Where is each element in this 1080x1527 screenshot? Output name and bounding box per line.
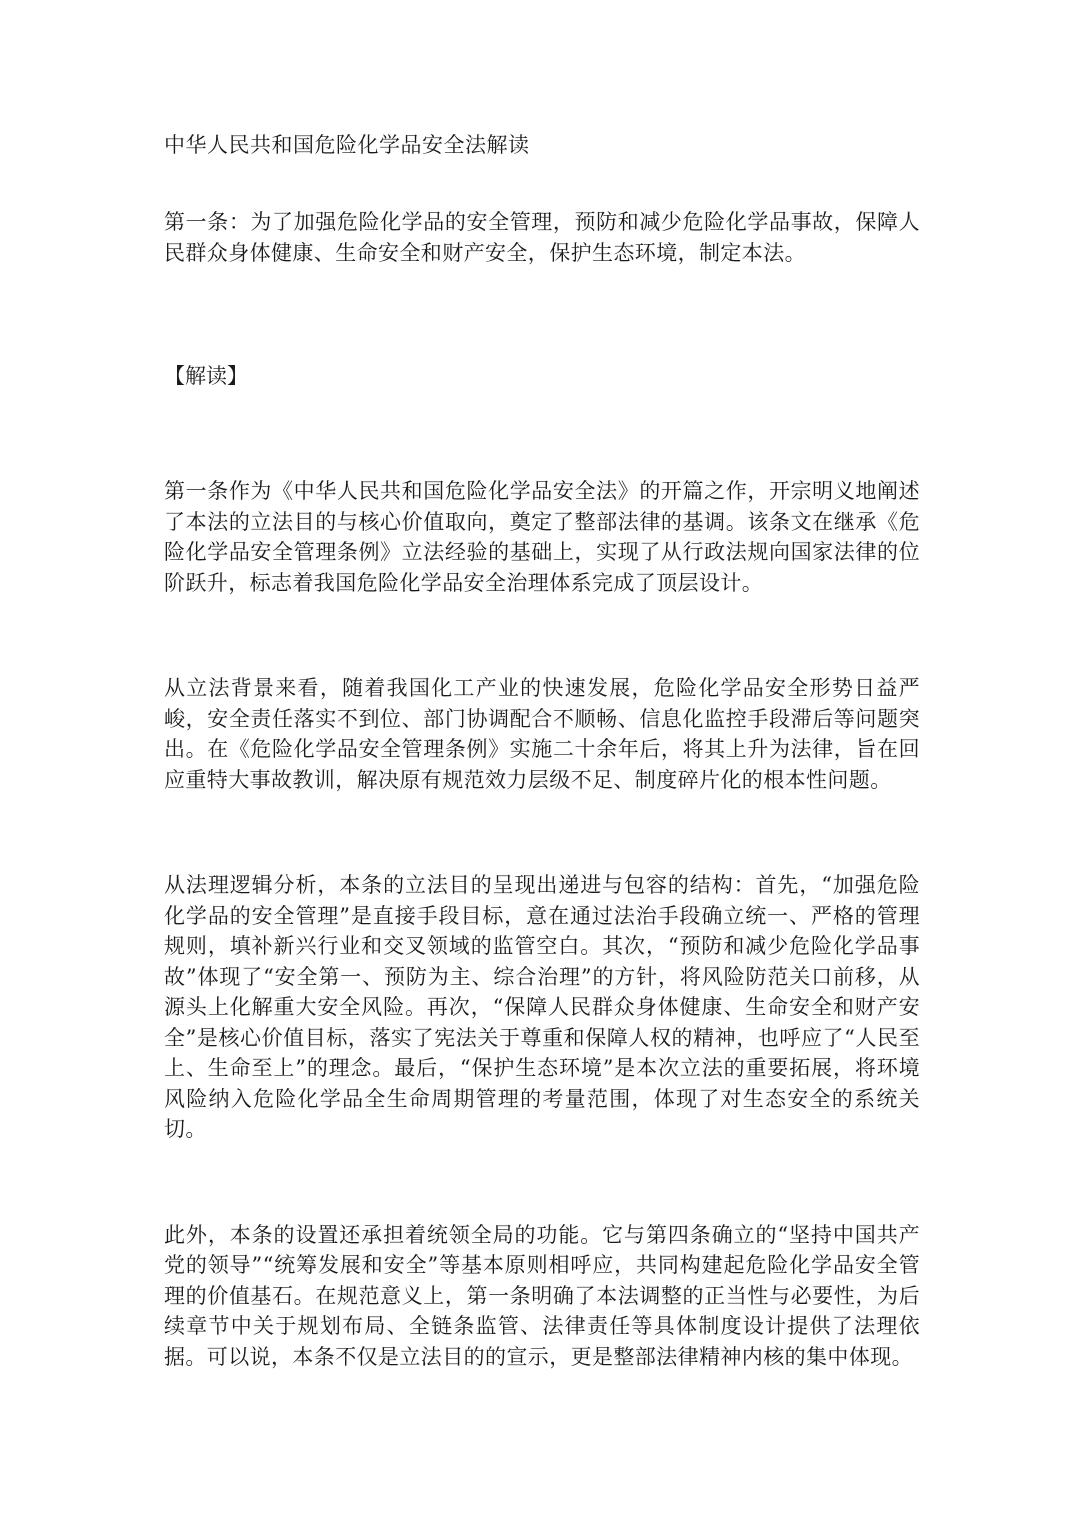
article-1-text: 第一条：为了加强危险化学品的安全管理，预防和减少危险化学品事故，保障人民群众身体健康、生命安全和财产安全，保护生态环境，制定本法。 xyxy=(164,210,920,265)
interpretation-label: 【解读】 xyxy=(164,364,248,388)
interpretation-paragraph: 从法理逻辑分析，本条的立法目的呈现出递进与包容的结构：首先，“加强危险化学品的安全管理”是直接手段目标，意在通过法治手段确立统一、严格的管理规则，填补新兴行业和交叉领域的监管空白。其次，“预防和减少危险化学品事故”体现了“安全第一、预防为主、综合治理”的方针，将风险防范关口前移，从源头上化解重大安全风险。再次，“保障人民群众身体健康、生命安全和财产安全”是核心价值目标，落实了宪法关于尊重和保障人权的精神，也呼应了“人民至上、生命至上”的理念。最后，“保护生态环境”是本次立法的重要拓展，将环境风险纳入危险化学品全生命周期管理的考量范围，体现了对生态安全的系统关切。 xyxy=(164,873,920,1141)
interpretation-paragraph: 第一条作为《中华人民共和国危险化学品安全法》的开篇之作，开宗明义地阐述了本法的立法目的与核心价值取向，奠定了整部法律的基调。该条文在继承《危险化学品安全管理条例》立法经验的基础上，实现了从行政法规向国家法律的位阶跃升，标志着我国危险化学品安全治理体系完成了顶层设计。 xyxy=(164,479,920,595)
document-page xyxy=(164,128,920,1372)
interpretation-paragraph: 此外，本条的设置还承担着统领全局的功能。它与第四条确立的“坚持中国共产党的领导”“统筹发展和安全”等基本原则相呼应，共同构建起危险化学品安全管理的价值基石。在规范意义上，第一条明确了本法调整的正当性与必要性，为后续章节中关于规划布局、全链条监管、法律责任等具体制度设计提供了法理依据。可以说，本条不仅是立法目的的宣示，更是整部法律精神内核的集中体现。 xyxy=(164,1222,920,1369)
document-title: 中华人民共和国危险化学品安全法解读 xyxy=(164,133,530,157)
interpretation-paragraph: 从立法背景来看，随着我国化工产业的快速发展，危险化学品安全形势日益严峻，安全责任落实不到位、部门协调配合不顺畅、信息化监控手段滞后等问题突出。在《危险化学品安全管理条例》实施二十余年后，将其上升为法律，旨在回应重特大事故教训，解决原有规范效力层级不足、制度碎片化的根本性问题。 xyxy=(164,676,920,792)
